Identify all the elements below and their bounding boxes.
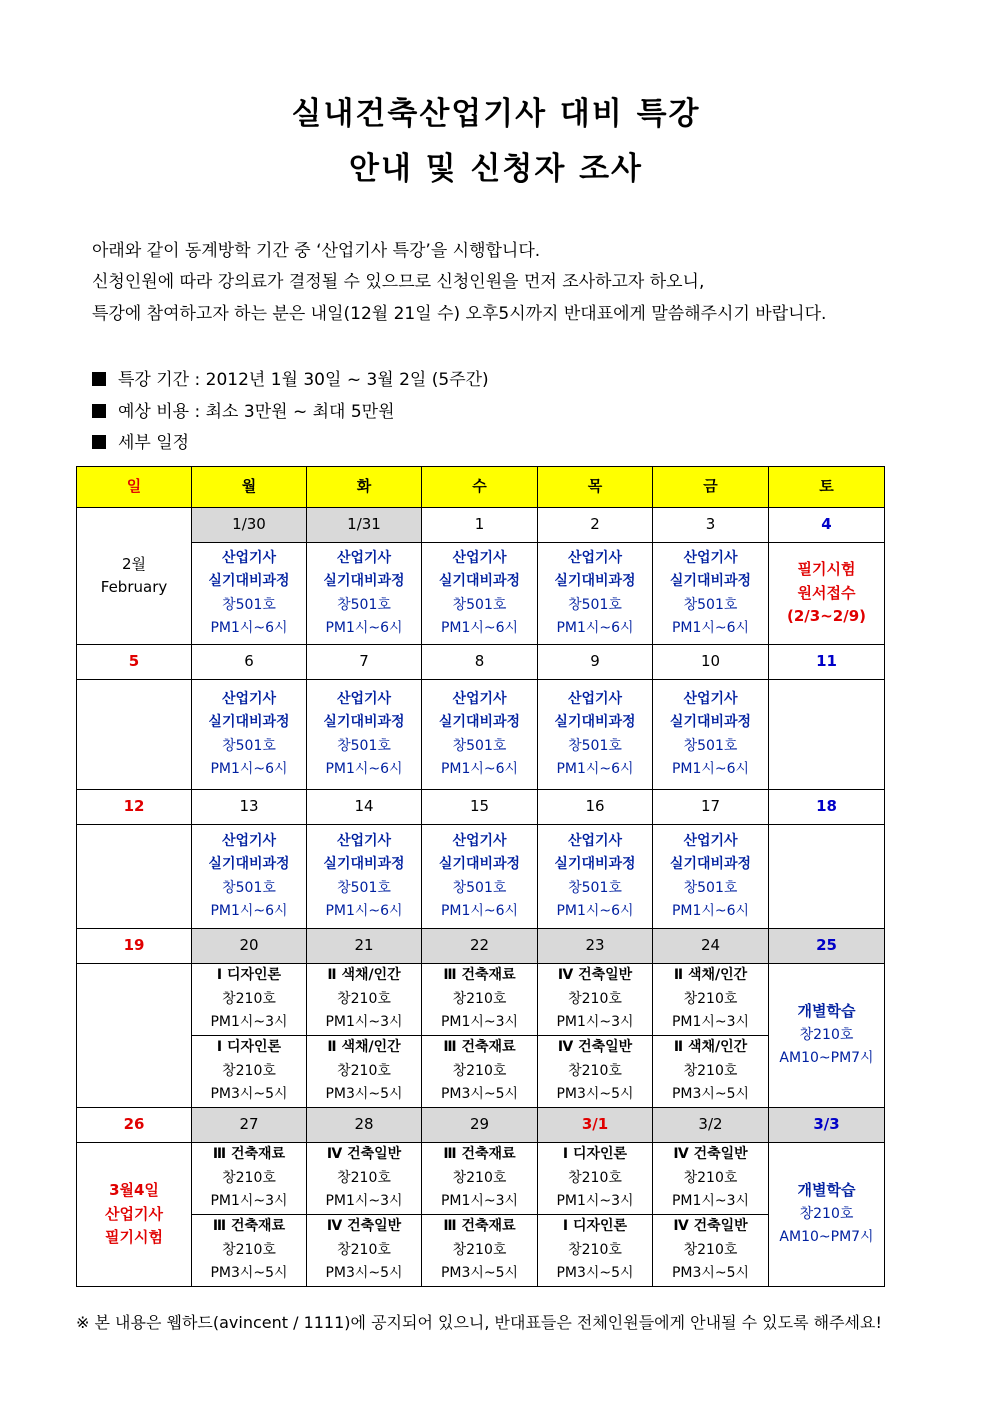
theory-class-cell: Ⅳ 건축일반 창210호 PM1시~3시	[538, 964, 653, 1036]
weekday-thu: 목	[538, 467, 653, 508]
self-study-cell: 개별학습 창210호 AM10~PM7시	[769, 1143, 885, 1287]
date-cell: 1	[422, 508, 538, 543]
week-1-events	[77, 543, 885, 645]
empty-cell	[77, 825, 192, 929]
empty-cell	[77, 680, 192, 790]
square-bullet-icon	[92, 404, 106, 418]
practical-class-cell: 산업기사 실기대비과정 창501호 PM1시~6시	[307, 825, 422, 929]
square-bullet-icon	[92, 435, 106, 449]
date-cell: 3	[653, 508, 769, 543]
theory-class-cell: Ⅱ 색채/인간 창210호 PM1시~3시	[307, 964, 422, 1036]
date-cell: 3/1	[538, 1108, 653, 1143]
schedule-calendar	[76, 466, 885, 1287]
date-cell: 1/31	[307, 508, 422, 543]
empty-cell	[77, 964, 192, 1108]
date-cell: 17	[653, 790, 769, 825]
date-cell: 10	[653, 645, 769, 680]
theory-class-cell: Ⅲ 건축재료 창210호 PM3시~5시	[422, 1215, 538, 1287]
month-en: February	[100, 578, 168, 596]
date-cell: 22	[422, 929, 538, 964]
date-cell: 21	[307, 929, 422, 964]
week-3-events	[77, 825, 885, 929]
bullet-text: 세부 일정	[118, 433, 190, 453]
practical-class-cell: 산업기사 실기대비과정 창501호 PM1시~6시	[192, 543, 307, 645]
empty-cell	[769, 825, 885, 929]
date-cell: 3/2	[653, 1108, 769, 1143]
practical-class-cell: 산업기사 실기대비과정 창501호 PM1시~6시	[538, 825, 653, 929]
written-exam-apply-cell: 필기시험 원서접수 (2/3~2/9)	[769, 543, 885, 645]
weekday-wed: 수	[422, 467, 538, 508]
week-5-dates	[77, 1108, 885, 1143]
weekday-tue: 화	[307, 467, 422, 508]
practical-class-cell: 산업기사 실기대비과정 창501호 PM1시~6시	[307, 543, 422, 645]
practical-class-cell: 산업기사 실기대비과정 창501호 PM1시~6시	[307, 680, 422, 790]
self-study-cell: 개별학습 창210호 AM10~PM7시	[769, 964, 885, 1108]
date-cell: 29	[422, 1108, 538, 1143]
date-cell: 25	[769, 929, 885, 964]
theory-class-cell: Ⅰ 디자인론 창210호 PM1시~3시	[192, 964, 307, 1036]
date-cell: 24	[653, 929, 769, 964]
week-4-pm-events	[77, 1036, 885, 1108]
date-cell: 27	[192, 1108, 307, 1143]
practical-class-cell: 산업기사 실기대비과정 창501호 PM1시~6시	[422, 825, 538, 929]
exam-note-cell: 3월4일 산업기사 필기시험	[77, 1143, 192, 1287]
date-cell: 20	[192, 929, 307, 964]
weekday-header-row	[77, 467, 885, 508]
date-cell: 7	[307, 645, 422, 680]
theory-class-cell: Ⅱ 색채/인간 창210호 PM3시~5시	[653, 1036, 769, 1108]
week-5-pm-events	[77, 1215, 885, 1287]
date-cell: 12	[77, 790, 192, 825]
practical-class-cell: 산업기사 실기대비과정 창501호 PM1시~6시	[653, 543, 769, 645]
practical-class-cell: 산업기사 실기대비과정 창501호 PM1시~6시	[538, 680, 653, 790]
theory-class-cell: Ⅲ 건축재료 창210호 PM1시~3시	[422, 964, 538, 1036]
week-1-dates	[77, 508, 885, 543]
title-line-1: 실내건축산업기사 대비 특강	[291, 96, 701, 132]
theory-class-cell: Ⅰ 디자인론 창210호 PM1시~3시	[538, 1143, 653, 1215]
footer-note: ※ 본 내용은 웹하드(avincent / 1111)에 공지되어 있으니, 반대표들은 전체인원들에게 안내될 수 있도록 해주세요!	[76, 1313, 882, 1332]
practical-class-cell: 산업기사 실기대비과정 창501호 PM1시~6시	[653, 825, 769, 929]
bullet-text: 특강 기간 : 2012년 1월 30일 ~ 3월 2일 (5주간)	[118, 370, 489, 390]
weekday-fri: 금	[653, 467, 769, 508]
week-2-dates	[77, 645, 885, 680]
date-cell: 1/30	[192, 508, 307, 543]
theory-class-cell: Ⅲ 건축재료 창210호 PM3시~5시	[422, 1036, 538, 1108]
week-4-dates	[77, 929, 885, 964]
bullet-period	[92, 365, 489, 390]
intro-line-2: 신청인원에 따라 강의료가 결정될 수 있으므로 신청인원을 먼저 조사하고자 하오니,	[92, 272, 705, 292]
empty-cell	[769, 680, 885, 790]
theory-class-cell: Ⅰ 디자인론 창210호 PM3시~5시	[538, 1215, 653, 1287]
date-cell: 9	[538, 645, 653, 680]
intro-line-1: 아래와 같이 동계방학 기간 중 ‘산업기사 특강’을 시행합니다.	[92, 241, 541, 261]
theory-class-cell: Ⅳ 건축일반 창210호 PM3시~5시	[307, 1215, 422, 1287]
date-cell: 4	[769, 508, 885, 543]
bullet-cost	[92, 397, 395, 422]
intro-line-3: 특강에 참여하고자 하는 분은 내일(12월 21일 수) 오후5시까지 반대표에게 말씀해주시기 바랍니다.	[92, 304, 827, 324]
month-ko: 2월	[121, 554, 147, 573]
practical-class-cell: 산업기사 실기대비과정 창501호 PM1시~6시	[538, 543, 653, 645]
date-cell: 19	[77, 929, 192, 964]
week-4-am-events	[77, 964, 885, 1036]
date-cell: 5	[77, 645, 192, 680]
date-cell: 2	[538, 508, 653, 543]
theory-class-cell: Ⅲ 건축재료 창210호 PM1시~3시	[422, 1143, 538, 1215]
theory-class-cell: Ⅰ 디자인론 창210호 PM3시~5시	[192, 1036, 307, 1108]
title-line-2: 안내 및 신청자 조사	[349, 151, 643, 187]
date-cell: 14	[307, 790, 422, 825]
practical-class-cell: 산업기사 실기대비과정 창501호 PM1시~6시	[653, 680, 769, 790]
bullet-schedule	[92, 428, 189, 453]
date-cell: 3/3	[769, 1108, 885, 1143]
date-cell: 28	[307, 1108, 422, 1143]
weekday-mon: 월	[192, 467, 307, 508]
practical-class-cell: 산업기사 실기대비과정 창501호 PM1시~6시	[192, 680, 307, 790]
date-cell: 16	[538, 790, 653, 825]
weekday-sun: 일	[77, 467, 192, 508]
practical-class-cell: 산업기사 실기대비과정 창501호 PM1시~6시	[192, 825, 307, 929]
week-2-events	[77, 680, 885, 790]
theory-class-cell: Ⅱ 색채/인간 창210호 PM3시~5시	[307, 1036, 422, 1108]
date-cell: 23	[538, 929, 653, 964]
theory-class-cell: Ⅲ 건축재료 창210호 PM1시~3시	[192, 1143, 307, 1215]
month-cell	[77, 508, 192, 645]
theory-class-cell: Ⅱ 색채/인간 창210호 PM1시~3시	[653, 964, 769, 1036]
bullet-text: 예상 비용 : 최소 3만원 ~ 최대 5만원	[118, 402, 395, 422]
practical-class-cell: 산업기사 실기대비과정 창501호 PM1시~6시	[422, 680, 538, 790]
theory-class-cell: Ⅳ 건축일반 창210호 PM1시~3시	[653, 1143, 769, 1215]
week-5-am-events	[77, 1143, 885, 1215]
date-cell: 18	[769, 790, 885, 825]
theory-class-cell: Ⅲ 건축재료 창210호 PM3시~5시	[192, 1215, 307, 1287]
square-bullet-icon	[92, 372, 106, 386]
theory-class-cell: Ⅳ 건축일반 창210호 PM1시~3시	[307, 1143, 422, 1215]
date-cell: 6	[192, 645, 307, 680]
weekday-sat: 토	[769, 467, 885, 508]
date-cell: 11	[769, 645, 885, 680]
date-cell: 8	[422, 645, 538, 680]
date-cell: 13	[192, 790, 307, 825]
week-3-dates	[77, 790, 885, 825]
date-cell: 15	[422, 790, 538, 825]
date-cell: 26	[77, 1108, 192, 1143]
practical-class-cell: 산업기사 실기대비과정 창501호 PM1시~6시	[422, 543, 538, 645]
theory-class-cell: Ⅳ 건축일반 창210호 PM3시~5시	[538, 1036, 653, 1108]
theory-class-cell: Ⅳ 건축일반 창210호 PM3시~5시	[653, 1215, 769, 1287]
